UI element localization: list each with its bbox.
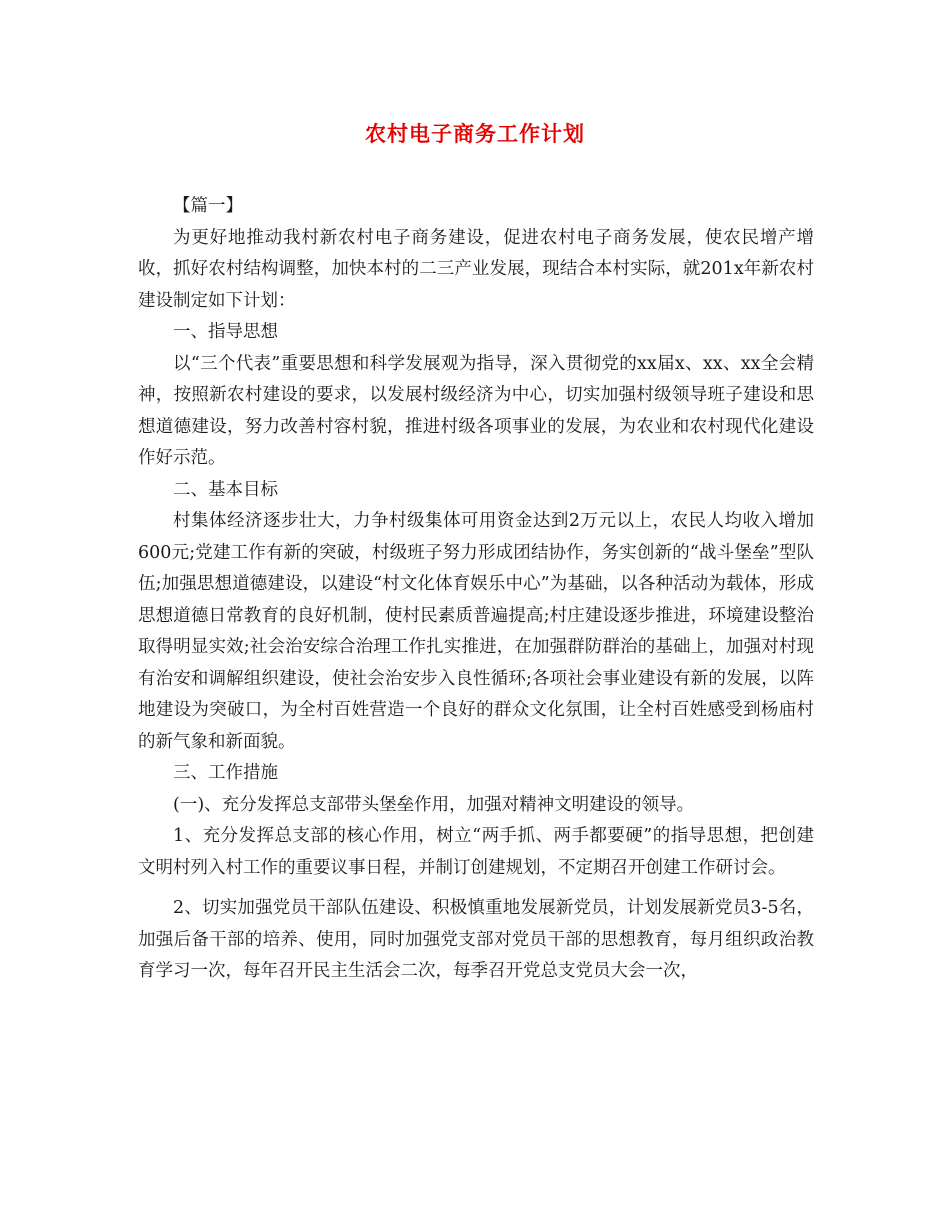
measure-item-1: 1、充分发挥总支部的核心作用，树立“两手抓、两手都要硬”的指导思想，把创建文明村列入村工作的重要议事日程，并制订创建规划，不定期召开创建工作研讨会。 <box>138 826 814 878</box>
measure-item-2: 2、切实加强党员干部队伍建设、积极慎重地发展新党员，计划发展新党员3-5名，加强后备干部的培养、使用，同时加强党支部对党员干部的思想教育，每月组织政治教育学习一次，每年召开民主生活会二次，每季召开党总支党员大会一次， <box>138 898 814 981</box>
heading-guiding-thought: 一、指导思想 <box>173 322 278 342</box>
intro-paragraph: 为更好地推动我村新农村电子商务建设，促进农村电子商务发展，使农民增产增收，抓好农村结构调整，加快本村的二三产业发展，现结合本村实际，就201x年新农村建设制定如下计划： <box>138 227 814 311</box>
heading-work-measures: 三、工作措施 <box>173 763 278 783</box>
guiding-thought-paragraph: 以“三个代表”重要思想和科学发展观为指导，深入贯彻党的xx届x、xx、xx全会精神，按照新农村建设的要求，以发展村级经济为中心，切实加强村级领导班子建设和思想道德建设，努力改善村容村貌，推进村级各项事业的发展，为农业和农村现代化建设作好示范。 <box>138 353 814 468</box>
basic-goals-paragraph: 村集体经济逐步壮大，力争村级集体可用资金达到2万元以上，农民人均收入增加600元;党建工作有新的突破，村级班子努力形成团结协作，务实创新的“战斗堡垒”型队伍;加强思想道德建设，以建设“村文化体育娱乐中心”为基础，以各种活动为载体，形成思想道德日常教育的良好机制，使村民素质普遍提高;村庄建设逐步推进，环境建设整治取得明显实效;社会治安综合治理工作扎实推进，在加强群防群治的基础上，加强对村现有治安和调解组织建设，使社会治安步入良性循环;各项社会事业建设有新的发展，以阵地建设为突破口，为全村百姓营造一个良好的群众文化氛围，让全村百姓感受到杨庙村的新气象和新面貌。 <box>138 511 814 752</box>
heading-basic-goals: 二、基本目标 <box>173 479 278 500</box>
document-title: 农村电子商务工作计划 <box>365 121 585 146</box>
section-label: 【篇一】 <box>173 196 243 216</box>
measure-subheading-1: (一)、充分发挥总支部带头堡垒作用，加强对精神文明建设的领导。 <box>173 794 695 815</box>
document-body <box>138 191 814 988</box>
